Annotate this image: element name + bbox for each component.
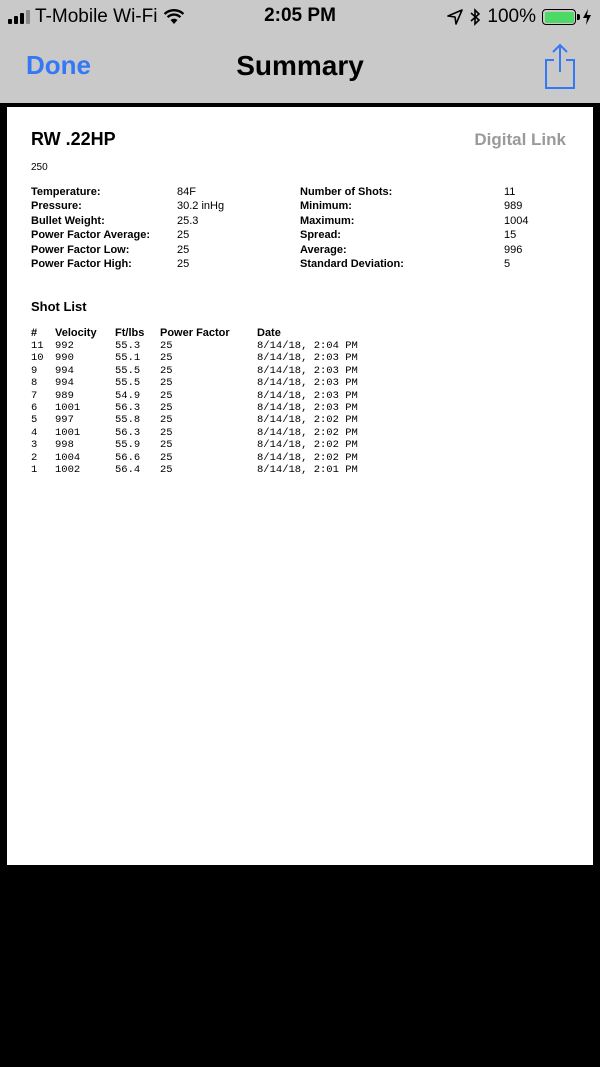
shot-cell: 8/14/18, 2:03 PM [257,364,358,377]
shot-cell: 25 [160,414,173,427]
shot-cell: 989 [55,389,74,402]
stat-row [300,243,528,257]
shot-cell: 55.5 [115,364,141,377]
shot-cell: 55.8 [115,414,141,427]
shot-cell: 8/14/18, 2:03 PM [257,389,358,402]
shot-cell: 8/14/18, 2:02 PM [257,439,358,452]
document-title: RW .22HP [31,129,116,149]
shot-cell: 25 [160,377,173,390]
shot-cell: 25 [160,352,173,365]
stat-value: 25 [177,243,190,256]
shot-cell: 25 [160,463,173,476]
shot-cell: 55.3 [115,340,141,352]
stat-value: 25.3 [177,214,199,227]
shot-row [31,427,417,439]
stat-label: Maximum: [300,214,355,227]
stat-row [31,243,224,257]
shot-cell: 1001 [55,426,81,439]
shot-cell: 7 [31,389,38,402]
column-header: Ft/lbs [115,327,145,339]
shot-cell: 8 [31,377,38,390]
shot-cell: 55.9 [115,439,141,452]
stat-label: Power Factor Average: [31,229,151,242]
shot-cell: 4 [31,426,38,439]
shot-cell: 8/14/18, 2:03 PM [257,401,358,414]
stat-label: Spread: [300,229,341,242]
shot-table [31,327,417,476]
shot-cell: 997 [55,414,74,427]
shot-cell: 5 [31,414,38,427]
shot-cell: 56.6 [115,451,141,464]
stat-label: Minimum: [300,200,352,213]
stats-left [31,185,224,271]
document-subtitle: 250 [31,162,48,173]
stat-label: Power Factor High: [31,257,132,270]
shot-rows [31,340,417,476]
stat-row [31,199,224,213]
column-header: Velocity [55,327,97,339]
location-icon [447,9,463,25]
column-header: Date [257,327,281,339]
stat-value: 84F [177,186,196,198]
stat-label: Average: [300,243,347,256]
stat-label: Number of Shots: [300,186,393,198]
shot-cell: 25 [160,451,173,464]
stat-row [300,257,528,271]
shot-row [31,464,417,476]
shot-cell: 10 [31,352,44,365]
stat-row [31,185,224,199]
shot-row [31,390,417,402]
shot-cell: 8/14/18, 2:02 PM [257,426,358,439]
stat-label: Power Factor Low: [31,243,130,256]
shot-cell: 8/14/18, 2:01 PM [257,463,358,476]
stat-row [31,257,224,271]
column-header: # [31,327,38,339]
shot-cell: 55.5 [115,377,141,390]
shot-cell: 8/14/18, 2:02 PM [257,451,358,464]
done-button[interactable]: Done [26,50,91,80]
shot-cell: 25 [160,389,173,402]
stats-right [300,185,528,271]
status-bar [0,0,600,34]
shot-cell: 992 [55,340,74,352]
shot-cell: 994 [55,377,74,390]
shot-cell: 56.4 [115,463,141,476]
stat-row [300,228,528,242]
stat-value: 989 [504,200,523,213]
stat-value: 1004 [504,214,529,227]
stat-value: 996 [504,243,523,256]
stat-value: 25 [177,229,190,242]
summary-document [7,107,593,865]
shot-cell: 55.1 [115,352,141,365]
shot-cell: 25 [160,364,173,377]
shot-cell: 11 [31,340,44,352]
top-bar [0,0,600,103]
shot-list-heading: Shot List [31,299,87,314]
shot-cell: 1004 [55,451,81,464]
bluetooth-icon [469,8,481,26]
column-header: Power Factor [160,327,230,339]
brand-label: Digital Link [474,130,566,149]
shot-row [31,365,417,377]
stat-row [300,185,528,199]
shot-row [31,352,417,364]
stat-value: 15 [504,229,517,242]
shot-cell: 994 [55,364,74,377]
stat-value: 25 [177,257,190,270]
shot-row [31,377,417,389]
shot-row [31,452,417,464]
battery-percent: 100% [487,6,536,27]
shot-cell: 990 [55,352,74,365]
page-title: Summary [236,50,364,81]
shot-cell: 2 [31,451,38,464]
shot-cell: 6 [31,401,38,414]
stat-row [300,199,528,213]
shot-cell: 998 [55,439,74,452]
shot-table-header [31,327,417,340]
shot-cell: 25 [160,439,173,452]
shot-row [31,414,417,426]
stat-label: Pressure: [31,200,82,213]
battery-icon [542,9,576,25]
shot-row [31,402,417,414]
shot-cell: 56.3 [115,401,141,414]
stat-label: Temperature: [31,186,101,198]
shot-cell: 1 [31,463,38,476]
shot-cell: 3 [31,439,38,452]
shot-cell: 56.3 [115,426,141,439]
shot-cell: 1001 [55,401,81,414]
stat-row [31,228,224,242]
shot-cell: 25 [160,340,173,352]
shot-cell: 8/14/18, 2:04 PM [257,340,358,352]
shot-cell: 8/14/18, 2:03 PM [257,352,358,365]
charging-icon [582,8,592,26]
stat-value: 30.2 inHg [177,200,225,213]
share-icon[interactable] [542,42,578,90]
shot-cell: 25 [160,426,173,439]
shot-cell: 1002 [55,463,81,476]
carrier-label: T-Mobile Wi-Fi [35,6,158,27]
shot-cell: 9 [31,364,38,377]
shot-row [31,340,417,352]
stat-label: Standard Deviation: [300,257,404,270]
shot-cell: 54.9 [115,389,141,402]
stat-value: 5 [504,257,511,270]
shot-cell: 25 [160,401,173,414]
stat-label: Bullet Weight: [31,214,105,227]
stat-value: 11 [504,186,516,198]
navigation-bar [0,34,600,103]
shot-cell: 8/14/18, 2:03 PM [257,377,358,390]
shot-cell: 8/14/18, 2:02 PM [257,414,358,427]
stat-row [31,214,224,228]
status-time: 2:05 PM [264,5,336,26]
stat-row [300,214,528,228]
shot-row [31,439,417,451]
